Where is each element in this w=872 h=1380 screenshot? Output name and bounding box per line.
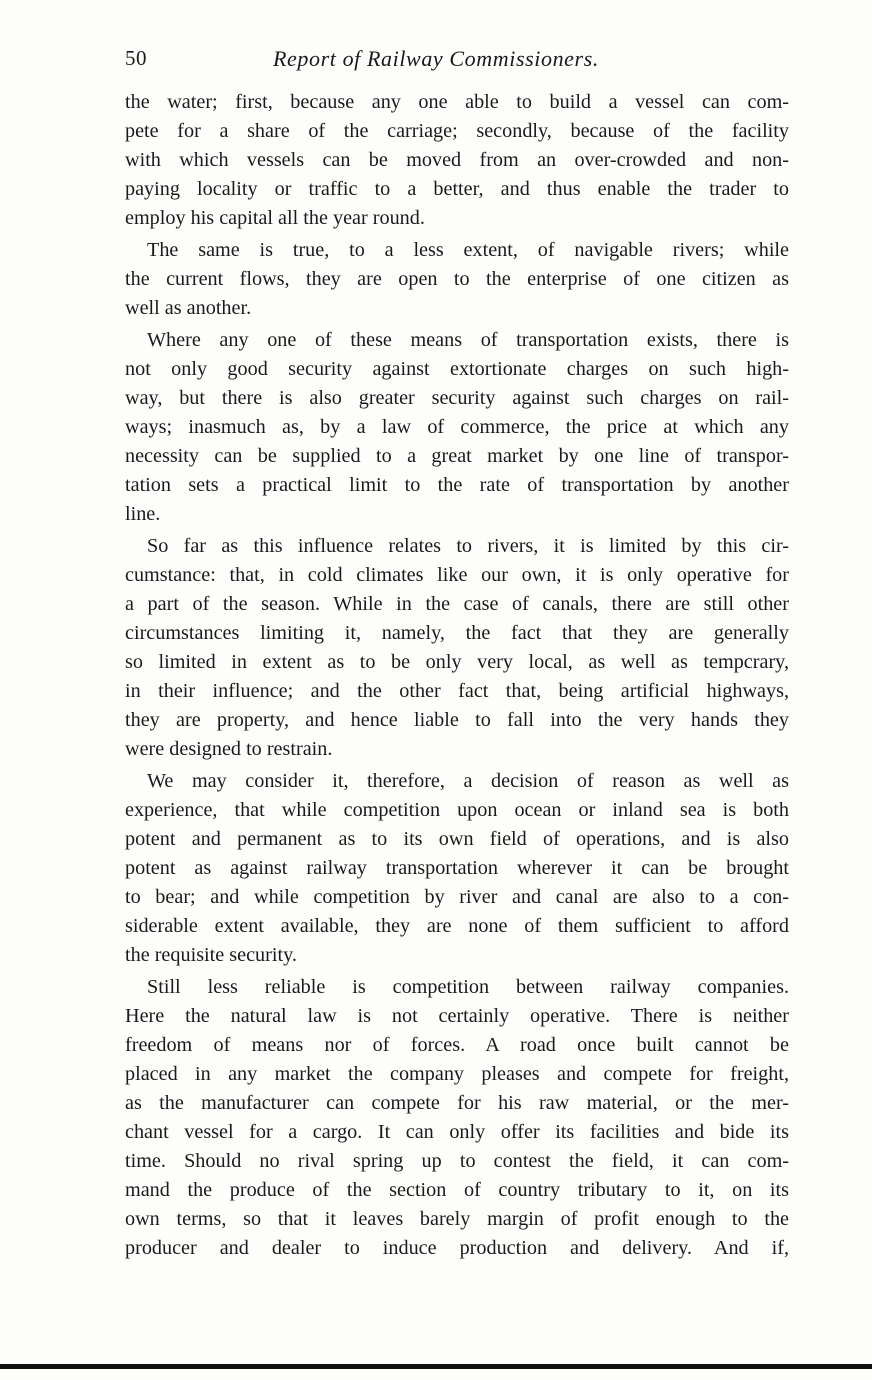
text-line: not only good security against extortionate charges on such high- [125, 358, 789, 380]
text-line: experience, that while competition upon ocean or inland sea is both [125, 799, 789, 821]
running-title: Report of Railway Commissioners. [273, 46, 599, 71]
page-number: 50 [125, 46, 147, 70]
paragraph-2 [125, 236, 789, 323]
text-line: circumstances limiting it, namely, the fact that they are generally [125, 622, 789, 644]
text-line: they are property, and hence liable to fall into the very hands they [125, 709, 789, 731]
text-line: so limited in extent as to be only very local, as well as tempcrary, [125, 651, 789, 673]
text-line: ways; inasmuch as, by a law of commerce, the price at which any [125, 416, 789, 438]
page-bottom-rule [0, 1364, 872, 1369]
text-line: with which vessels can be moved from an over-crowded and non- [125, 149, 789, 171]
text-line: were designed to restrain. [125, 738, 333, 760]
text-line: mand the produce of the section of country tributary to it, on its [125, 1179, 789, 1201]
text-line: time. Should no rival spring up to contest the field, it can com- [125, 1150, 789, 1172]
text-line: siderable extent available, they are none of them sufficient to afford [125, 915, 789, 937]
paragraph-6 [125, 973, 789, 1263]
text-line: We may consider it, therefore, a decision of reason as well as [147, 770, 789, 792]
paragraph-4 [125, 532, 789, 764]
text-line: in their influence; and the other fact that, being artificial highways, [125, 680, 789, 702]
text-line: potent and permanent as to its own field of operations, and is also [125, 828, 789, 850]
text-line: placed in any market the company pleases and compete for freight, [125, 1063, 789, 1085]
paragraph-1 [125, 88, 789, 233]
paragraph-5 [125, 767, 789, 970]
text-line: So far as this influence relates to rivers, it is limited by this cir- [147, 535, 789, 557]
text-line: as the manufacturer can compete for his raw material, or the mer- [125, 1092, 789, 1114]
text-line: the current flows, they are open to the enterprise of one citizen as [125, 268, 789, 290]
text-line: Where any one of these means of transportation exists, there is [147, 329, 789, 351]
text-line: Here the natural law is not certainly operative. There is neither [125, 1005, 789, 1027]
text-line: a part of the season. While in the case of canals, there are still other [125, 593, 789, 615]
body-text [125, 88, 789, 1266]
text-line: tation sets a practical limit to the rate of transportation by another [125, 474, 789, 496]
text-line: freedom of means nor of forces. A road once built cannot be [125, 1034, 789, 1056]
text-line: own terms, so that it leaves barely margin of profit enough to the [125, 1208, 789, 1230]
text-line: necessity can be supplied to a great market by one line of transpor- [125, 445, 789, 467]
paragraph-3 [125, 326, 789, 529]
text-line: line. [125, 503, 161, 525]
text-line: way, but there is also greater security against such charges on rail- [125, 387, 789, 409]
text-line: employ his capital all the year round. [125, 207, 425, 229]
text-line: producer and dealer to induce production and delivery. And if, [125, 1237, 789, 1259]
text-line: cumstance: that, in cold climates like our own, it is only operative for [125, 564, 789, 586]
text-line: Still less reliable is competition between railway companies. [147, 976, 789, 998]
text-line: well as another. [125, 297, 252, 319]
text-line: to bear; and while competition by river and canal are also to a con- [125, 886, 789, 908]
page-header [125, 46, 790, 78]
text-line: the water; first, because any one able to build a vessel can com- [125, 91, 789, 113]
text-line: chant vessel for a cargo. It can only offer its facilities and bide its [125, 1121, 789, 1143]
text-line: The same is true, to a less extent, of navigable rivers; while [147, 239, 789, 261]
text-line: potent as against railway transportation wherever it can be brought [125, 857, 789, 879]
text-line: the requisite security. [125, 944, 297, 966]
text-line: paying locality or traffic to a better, and thus enable the trader to [125, 178, 789, 200]
text-line: pete for a share of the carriage; secondly, because of the facility [125, 120, 789, 142]
